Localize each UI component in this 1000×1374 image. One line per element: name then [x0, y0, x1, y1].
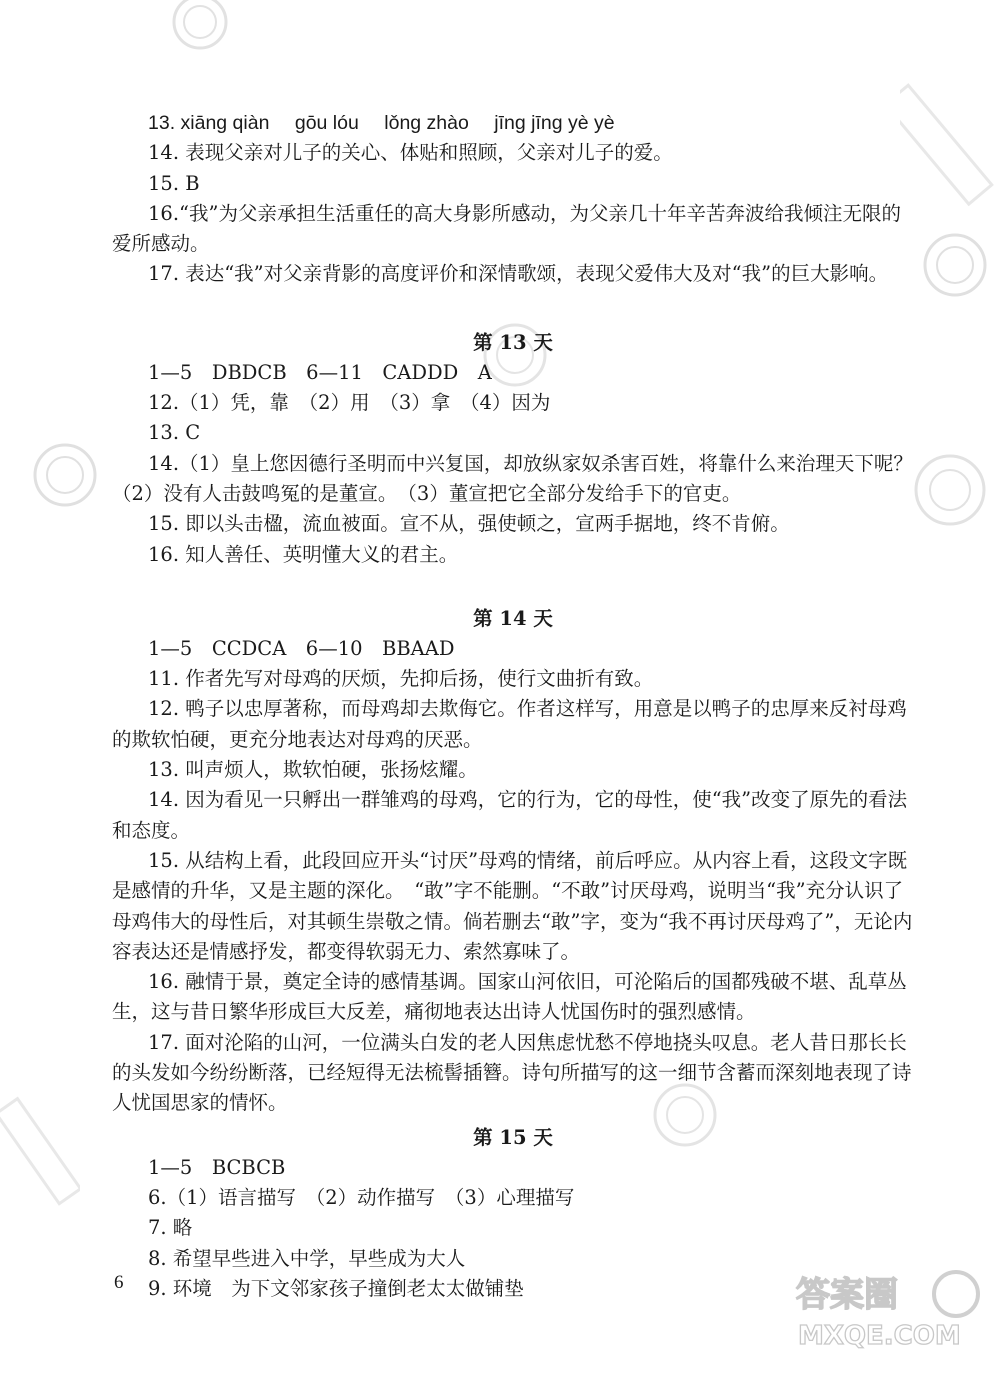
svg-text:答案圈: 答案圈: [796, 1275, 898, 1315]
watermark-stamp-icon: [0, 1090, 80, 1210]
pinyin-item: 13. xiāng qiàn: [148, 112, 270, 134]
answer-line: 14. 因为看见一只孵出一群雏鸡的母鸡，它的行为，它的母性，使“我”改变了原先的看法和态度。: [112, 788, 908, 842]
answer-line: 12.（1）凭，靠 （2）用 （3）拿 （4）因为: [148, 391, 551, 415]
pinyin-item: lǒng zhào: [384, 112, 469, 134]
answer-line: 15. B: [148, 171, 200, 195]
watermark-stamp-icon: [910, 220, 1000, 310]
answer-line: 8. 希望早些进入中学，早些成为大人: [148, 1246, 466, 1270]
pinyin-answer-line: [112, 108, 914, 138]
answer-line: 11. 作者先写对母鸡的厌烦，先抑后扬，使行文曲折有致。: [148, 667, 654, 691]
svg-text:MXQE.COM: MXQE.COM: [798, 1321, 961, 1351]
answer-line: 9. 环境 为下文邻家孩子撞倒老太太做铺垫: [148, 1276, 524, 1300]
answer-content: [112, 108, 914, 1304]
answer-line: 15. 即以头击楹，流血被面。宣不从，强使顿之，宣两手据地，终不肯俯。: [148, 512, 790, 536]
section-heading-day15: 第 15 天: [473, 1125, 553, 1149]
watermark-stamp-icon: [900, 440, 1000, 540]
answer-line: 14.（1）皇上您因德行圣明而中兴复国，却放纵家奴杀害百姓，将靠什么来治理天下呢？（2）没有人击鼓鸣冤的是董宣。 （3）董宣把它全部分发给手下的官吏。: [112, 451, 913, 505]
section-heading-day13: 第 13 天: [473, 330, 553, 354]
answer-line: 15. 从结构上看，此段回应开头“讨厌”母鸡的情绪，前后呼应。从内容上看，这段文字既是感情的升华，又是主题的深化。 “敢”字不能删。“不敢”讨厌母鸡，说明当“我”充分认识了母鸡伟大的母性后，对其顿生崇敬之情。倘若删去“敢”字，变为“我不再讨厌母鸡了”，无论内容表达还是情感抒发，都变得软弱无力、索然寡味了。: [112, 848, 913, 963]
answer-line: 1—5 DBDCB 6—11 CADDD A: [148, 360, 492, 384]
answer-line: 16. 融情于景，奠定全诗的感情基调。国家山河依旧，可沦陷后的国都残破不堪、乱草丛生，这与昔日繁华形成巨大反差，痛彻地表达出诗人忧国伤时的强烈感情。: [112, 970, 907, 1024]
answer-line: 16. 知人善任、英明懂大义的君主。: [148, 542, 459, 566]
answer-line: 7. 略: [148, 1216, 193, 1240]
page-number: 6: [114, 1272, 124, 1293]
section-heading-day14: 第 14 天: [473, 606, 553, 630]
answer-line: 17. 面对沦陷的山河，一位满头白发的老人因焦虑忧愁不停地挠头叹息。老人昔日那长长的头发如今纷纷断落，已经短得无法梳髻插簪。诗句所描写的这一细节含蓄而深刻地表现了诗人忧国思家的情怀。: [112, 1030, 912, 1115]
answer-line: 17. 表达“我”对父亲背影的高度评价和深情歌颂，表现父爱伟大及对“我”的巨大影响。: [148, 262, 889, 286]
answer-line: 13. C: [148, 421, 201, 445]
answer-line: 1—5 CCDCA 6—10 BBAAD: [148, 636, 455, 660]
answer-line: 16.“我”为父亲承担生活重任的高大身影所感动，为父亲几十年辛苦奔波给我倾注无限的爱所感动。: [112, 201, 901, 256]
watermark-stamp-icon: [160, 0, 280, 60]
answer-line: 6.（1）语言描写 （2）动作描写 （3）心理描写: [148, 1185, 575, 1209]
watermark-stamp-icon: [900, 60, 1000, 210]
watermark-stamp-icon: [20, 430, 110, 520]
answer-line: 12. 鸭子以忠厚著称，而母鸡却去欺侮它。作者这样写，用意是以鸭子的忠厚来反衬母鸡的欺软怕硬，更充分地表达对母鸡的厌恶。: [112, 697, 907, 751]
answer-line: 13. 叫声烦人，欺软怕硬，张扬炫耀。: [148, 758, 478, 782]
site-logo-icon: [786, 1264, 986, 1354]
pinyin-item: jīng jīng yè yè: [494, 112, 615, 134]
pinyin-item: gōu lóu: [294, 112, 359, 134]
answer-line: 1—5 BCBCB: [148, 1155, 286, 1179]
answer-line: 14. 表现父亲对儿子的关心、体贴和照顾，父亲对儿子的爱。: [148, 141, 673, 165]
